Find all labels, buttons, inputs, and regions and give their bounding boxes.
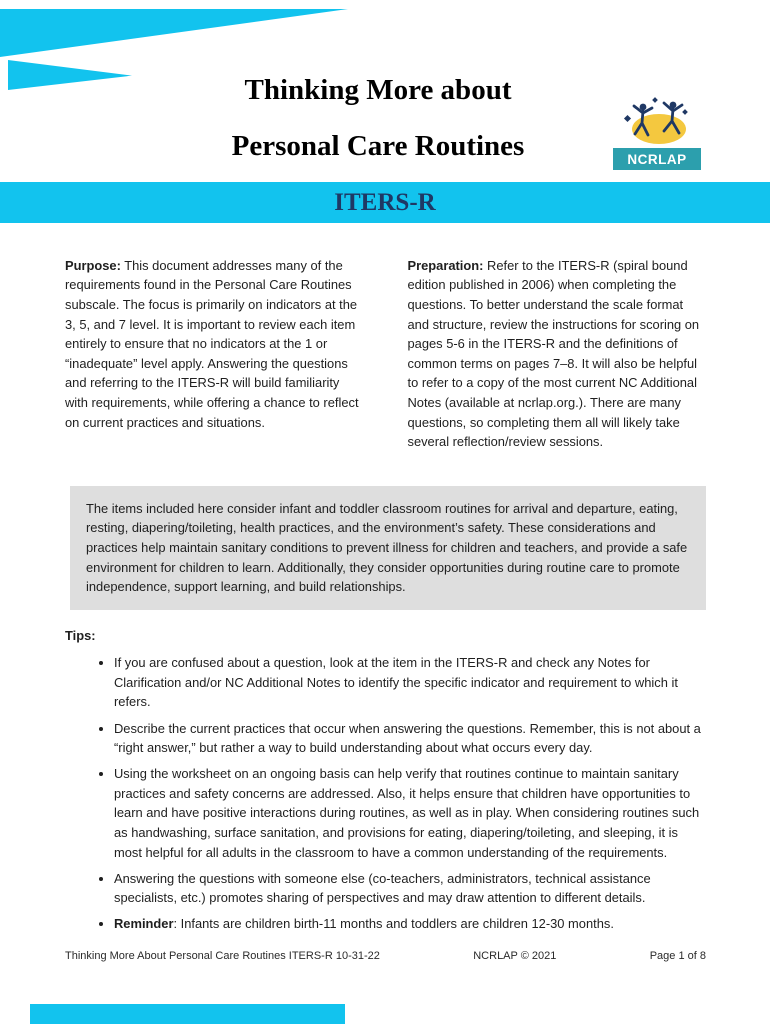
preparation-text: Refer to the ITERS-R (spiral bound edition published in 2006) when completing the questions. To better understand the scale format and structure, review the instructions for scoring on pages 5-6 in the ITERS-R and the definitions of common terms on pages 7–8. It will also be helpful to refer to a copy of the most current NC Additional Notes (available at ncrlap.org.). There are many questions, so completing them all will likely take several reflection/review sessions. <box>407 257 700 450</box>
overview-box <box>70 486 706 610</box>
tips-list <box>65 653 706 934</box>
purpose-paragraph <box>65 256 364 452</box>
logo-wordmark: NCRLAP <box>613 148 701 170</box>
purpose-text: This document addresses many of the requirements found in the Personal Care Routines subscale. The focus is primarily on indicators at the 3, 5, and 7 level. It is important to review each item entirely to ensure that no indicators at the 1 or “inadequate” level apply. Answering the questions and referring to the ITERS-R will build familiarity with requirements, while offering a chance to reflect on current practices and situations. <box>65 257 359 430</box>
tip-item: • Describe the current practices that occur when answering the questions. Remember, this is not about a “right answer,” but rather a way to build understanding about what occurs every day. <box>114 719 706 758</box>
iters-r-banner <box>0 182 770 223</box>
ncrlap-logo <box>613 96 701 170</box>
logo-children-icon <box>613 96 701 148</box>
title-line-2: Personal Care Routines <box>231 130 525 162</box>
reminder-text: : Infants are children birth-11 months and toddlers are children 12-30 months. <box>173 916 614 932</box>
footer-document-name: Thinking More About Personal Care Routines ITERS-R 10-31-22 <box>65 950 380 962</box>
tip-item: • Using the worksheet on an ongoing basis can help verify that routines continue to maintain sanitary practices and safety concerns are addressed. Also, it helps ensure that children have opportunities to learn and have positive interactions during routines, as well as in play. When considering routines such as handwashing, surface sanitation, and provisions for eating, diapering/toileting, and sleeping, it is most helpful for all adults in the classroom to have a common understanding of the requirements. <box>114 764 706 862</box>
banner-label: ITERS-R <box>334 188 436 216</box>
purpose-label: Purpose: <box>65 257 121 273</box>
bottom-bar-shape <box>30 1004 345 1024</box>
main-content <box>65 243 706 941</box>
preparation-label: Preparation: <box>407 257 484 273</box>
reminder-label: Reminder <box>114 916 174 932</box>
tip-item: • If you are confused about a question, look at the item in the ITERS-R and check any Notes for Clarification and/or NC Additional Notes to identify the specific indicator and requirement to which it refers. <box>114 653 706 712</box>
two-column-intro <box>65 243 706 465</box>
tips-heading: Tips: <box>65 627 96 643</box>
top-banner-triangle <box>0 9 348 57</box>
tip-item: • Answering the questions with someone else (co-teachers, administrators, technical assistance specialists, etc.) promotes sharing of perspectives and may draw attention to different details. <box>114 869 706 908</box>
footer-page-number: Page 1 of 8 <box>649 950 706 962</box>
footer-copyright: NCRLAP © 2021 <box>473 950 557 962</box>
overview-text: The items included here consider infant and toddler classroom routines for arrival and departure, eating, resting, diapering/toileting, health practices, and the environment’s safety. These considerations and practices help maintain sanitary conditions to prevent illness for children and teachers, and provide a safe environment for children to learn. Additionally, they consider opportunities during routine care to promote independence, support learning, and build relationships. <box>86 500 688 595</box>
page-footer <box>65 950 706 962</box>
title-line-1: Thinking More about <box>244 74 512 106</box>
tip-item-reminder <box>114 914 706 934</box>
preparation-paragraph <box>408 256 707 452</box>
